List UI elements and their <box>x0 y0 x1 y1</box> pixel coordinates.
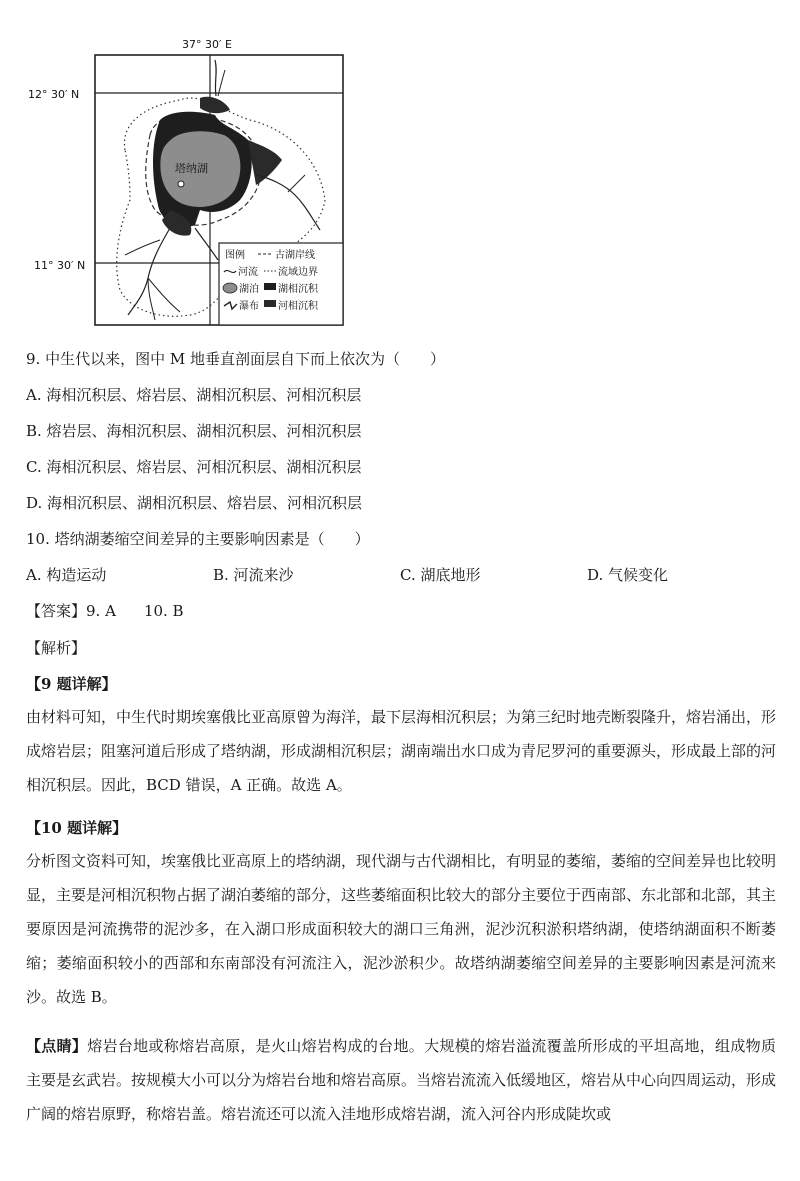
q9-option-a: A. 海相沉积层、熔岩层、湖相沉积层、河相沉积层 <box>26 386 362 404</box>
legend-lacustrine: 湖相沉积 <box>278 284 318 295</box>
lat-bottom-label: 11° 30′ N <box>34 259 86 272</box>
legend-fluvial: 河相沉积 <box>278 301 318 312</box>
lat-top-label: 12° 30′ N <box>28 88 80 101</box>
detail10-heading: 【10 题详解】 <box>26 819 128 837</box>
answer-label: 【答案】 <box>26 602 87 620</box>
point-m-marker <box>178 181 184 187</box>
legend-waterfall: 瀑布 <box>239 301 259 312</box>
tip-text: 熔岩台地或称熔岩高原，是火山熔岩构成的台地。大规模的熔岩溢流覆盖所形成的平坦高地，组成物质主要是玄武岩。按规模大小可以分为熔岩台地和熔岩高原。当熔岩流流入低缓地区，熔岩从中心向四周运动，形成广阔的熔岩原野，称熔岩盖。熔岩流还可以流入洼地形成熔岩湖，流入河谷内形成陡坎或 <box>26 1037 777 1123</box>
legend-basin: 流域边界 <box>278 267 318 278</box>
q10-option-a: A. 构造运动 <box>26 566 107 584</box>
q10-option-b: B. 河流来沙 <box>213 566 294 584</box>
detail10-text: 分析图文资料可知，埃塞俄比亚高原上的塔纳湖，现代湖与古代湖相比，有明显的萎缩，萎缩的空间差异也比较明显，主要是河相沉积物占据了湖泊萎缩的部分，这些萎缩面积比较大的部分主要位于西南部、东北部和北部，其主要原因是河流携带的泥沙多，在入湖口形成面积较大的湖口三角洲，泥沙沉积淤积塔纳湖，使塔纳湖面积不断萎缩；萎缩面积较小的西部和东南部没有河流注入，泥沙淤积少。故塔纳湖萎缩空间差异的主要影响因素是河流来沙。故选 B。 <box>26 852 777 1006</box>
legend-lacustrine-swatch <box>264 283 276 290</box>
detail9-text: 由材料可知，中生代时期埃塞俄比亚高原曾为海洋，最下层海相沉积层；为第三纪时地壳断裂隆升，熔岩涌出，形成熔岩层；阻塞河道后形成了塔纳湖，形成湖相沉积层；湖南端出水口成为青尼罗河的重要源头，形成最上部的河相沉积层。因此，BCD 错误，A 正确。故选 A。 <box>26 708 777 794</box>
lon-label: 37° 30′ E <box>182 38 232 51</box>
q10-option-c: C. 湖底地形 <box>400 566 481 584</box>
map-svg <box>20 10 350 335</box>
tip-paragraph <box>26 1029 776 1131</box>
analysis-label: 【解析】 <box>26 639 87 657</box>
q9-option-b: B. 熔岩层、海相沉积层、湖相沉积层、河相沉积层 <box>26 422 362 440</box>
answer-line <box>26 600 212 622</box>
legend-lake-swatch <box>223 283 237 293</box>
q10-stem: 10. 塔纳湖萎缩空间差异的主要影响因素是（ ） <box>26 530 370 548</box>
legend-title: 图例 <box>225 250 245 261</box>
answer-q10: 10. B <box>143 602 184 620</box>
detail9-heading: 【9 题详解】 <box>26 675 117 693</box>
answer-q9: 9. A <box>86 602 116 620</box>
tip-label: 【点睛】 <box>26 1037 88 1055</box>
q9-option-d: D. 海相沉积层、湖相沉积层、熔岩层、河相沉积层 <box>26 494 363 512</box>
tana-lake-map <box>20 10 350 335</box>
q10-options <box>26 564 776 586</box>
q10-option-d: D. 气候变化 <box>587 566 669 584</box>
legend-ancient-shore: 古湖岸线 <box>275 250 315 261</box>
legend-river: 河流 <box>238 267 258 278</box>
q9-stem: 9. 中生代以来，图中 M 地垂直剖面层自下而上依次为（ ） <box>26 350 445 368</box>
lake-name: 塔纳湖 <box>175 162 208 175</box>
legend-fluvial-swatch <box>264 300 276 307</box>
q9-option-c: C. 海相沉积层、熔岩层、河相沉积层、湖相沉积层 <box>26 458 362 476</box>
legend-lake: 湖泊 <box>239 284 259 295</box>
